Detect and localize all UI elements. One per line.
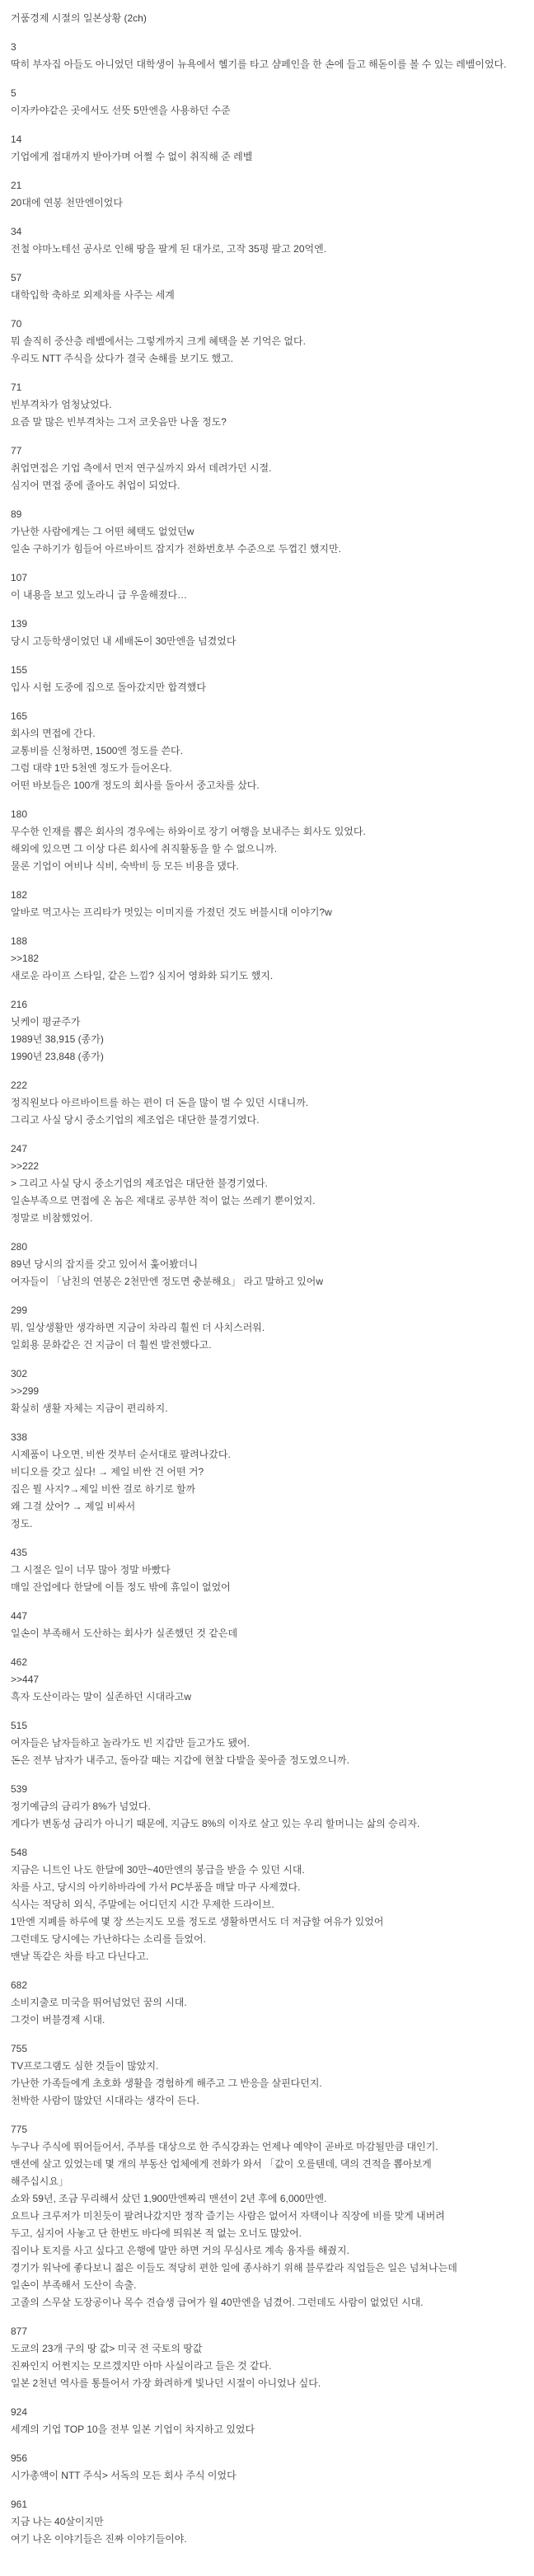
post-line: 해외에 있으면 그 이상 다른 회사에 취직활동을 할 수 없으니까. <box>11 843 278 855</box>
post-number: 71 <box>11 382 22 393</box>
post-line: >>222 <box>11 1160 40 1172</box>
post <box>11 933 527 985</box>
post-line: 시제품이 나오면, 비싼 것부터 순서대로 팔려나갔다. <box>11 1449 231 1460</box>
post-line: 지금 나는 40살이지만 <box>11 2516 104 2527</box>
post <box>11 887 527 921</box>
post-line: 누구나 주식에 뛰어들어서, 주부를 대상으로 한 주식강좌는 언제나 예약이 곧바로 마감될만큼 대인기. <box>11 2141 438 2152</box>
post-line: 해주십시요」 <box>11 2176 68 2187</box>
post <box>11 1781 527 1833</box>
post-line: 물론 기업이 여비나 식비, 숙박비 등 모든 비용을 댔다. <box>11 860 239 872</box>
post-line: 돈은 전부 남자가 내주고, 돌아갈 때는 지갑에 현찰 다발을 꽂아줄 정도였으니까. <box>11 1754 349 1766</box>
post <box>11 1544 527 1596</box>
post-number: 5 <box>11 87 16 99</box>
post-line: 닛케이 평균주가 <box>11 1016 81 1028</box>
post-line: 경기가 워낙에 좋다보니 젊은 이들도 적당히 편한 일에 종사하기 위해 블루칼라 직업들은 일은 넘쳐나는데 <box>11 2262 457 2274</box>
post <box>11 1717 527 1769</box>
post-line: 기업에게 접대까지 받아가며 어쩔 수 없이 취직해 준 레벨 <box>11 151 253 162</box>
post-number: 924 <box>11 2406 28 2418</box>
post-line: 정직원보다 아르바이트를 하는 편이 더 돈을 많이 벌 수 있던 시대니까. <box>11 1097 309 1108</box>
post-line: 흑자 도산이라는 말이 실존하던 시대라고w <box>11 1691 192 1703</box>
post-line: 여기 나온 이야기들은 진짜 이야기들이야. <box>11 2533 187 2545</box>
post-line: 우리도 NTT 주식을 샀다가 결국 손해를 보기도 했고. <box>11 353 234 364</box>
post-number: 165 <box>11 710 28 722</box>
post-number: 462 <box>11 1656 28 1668</box>
post-number: 515 <box>11 1720 28 1731</box>
post-line: 확실히 생활 자체는 지금이 편리하지. <box>11 1403 168 1414</box>
post-line: 그 시절은 일이 너무 많아 정말 바빴다 <box>11 1564 171 1576</box>
post-line: 두고, 심지어 사놓고 단 한번도 바다에 띄워본 적 없는 오너도 많았어. <box>11 2227 302 2239</box>
post <box>11 2404 527 2438</box>
post <box>11 1977 527 2029</box>
post-line: 지금은 니트인 나도 한달에 30만~40만엔의 봉급을 받을 수 있던 시대. <box>11 1864 305 1876</box>
post <box>11 443 527 494</box>
post-line: 천박한 사람이 많았던 시대라는 생각이 든다. <box>11 2095 199 2106</box>
post-line: 그것이 버블경제 시대. <box>11 2014 105 2026</box>
post-line: 맨날 똑같은 차를 타고 다닌다고. <box>11 1951 149 1962</box>
post-line: 전철 야마노테선 공사로 인해 땅을 팔게 된 대가로, 고작 35평 팔고 20억엔. <box>11 243 327 255</box>
post-line: 당시 고등학생이었던 내 세배돈이 30만엔을 넘겼었다 <box>11 635 237 647</box>
post-line: 딱히 부자집 아들도 아니었던 대학생이 뉴욕에서 헬기를 타고 샴페인을 한 손에 들고 해돋이를 볼 수 있는 레벨이었다. <box>11 59 507 70</box>
post-number: 435 <box>11 1547 28 1558</box>
post-number: 755 <box>11 2043 28 2054</box>
post-line: 가난한 사람에게는 그 어떤 혜택도 없었던w <box>11 526 194 537</box>
post-number: 21 <box>11 180 22 191</box>
post-number: 216 <box>11 999 28 1010</box>
post <box>11 1429 527 1533</box>
post-number: 302 <box>11 1368 28 1379</box>
post <box>11 316 527 368</box>
post-number: 682 <box>11 1979 28 1991</box>
post <box>11 379 527 431</box>
post-number: 180 <box>11 808 28 820</box>
post-line: 맨션에 살고 있었는데 몇 개의 부동산 업체에게 전화가 와서 「값이 오를텐데, 댁의 견적을 뽑아보게 <box>11 2158 432 2170</box>
post-line: >>182 <box>11 953 40 964</box>
post-line: 쇼와 59년, 조금 무리해서 샀던 1,900만엔짜리 맨션이 2년 후에 6,000만엔. <box>11 2193 327 2204</box>
post-line: 1990년 23,848 (종가) <box>11 1051 104 1062</box>
post-line: 그런데도 당시에는 가난하다는 소리를 들었어. <box>11 1933 206 1945</box>
post-line: 이자카야같은 곳에서도 선뜻 5만엔을 사용하던 수준 <box>11 105 231 116</box>
post <box>11 1239 527 1290</box>
post <box>11 1654 527 1706</box>
post-line: 뭐, 일상생활만 생각하면 지금이 차라리 훨씬 더 사치스러워. <box>11 1322 265 1333</box>
post-line: 일본 2천년 역사를 통틀어서 가장 화려하게 빛나던 시절이 아니었나 싶다. <box>11 2377 321 2389</box>
post-number: 539 <box>11 1783 28 1795</box>
post-line: 1989년 38,915 (종가) <box>11 1033 104 1045</box>
post-line: 도쿄의 23개 구의 땅 값> 미국 전 국토의 땅값 <box>11 2343 203 2354</box>
post-number: 877 <box>11 2325 28 2337</box>
post-line: 취업면접은 기업 측에서 먼저 연구실까지 와서 데려가던 시절. <box>11 462 272 474</box>
post <box>11 85 527 119</box>
post-number: 338 <box>11 1431 28 1443</box>
post-line: 시가총액이 NTT 주식> 서독의 모든 회사 주식 이었다 <box>11 2470 237 2481</box>
post-number: 182 <box>11 889 28 901</box>
post-number: 188 <box>11 935 28 947</box>
post <box>11 569 527 604</box>
post-number: 14 <box>11 133 22 145</box>
post-number: 961 <box>11 2499 28 2510</box>
post-line: 무수한 인재를 뽑은 회사의 경우에는 하와이로 장기 여행을 보내주는 회사도 있었다. <box>11 826 366 837</box>
post-line: 일회용 문화같은 건 지금이 더 훨씬 발전했다고. <box>11 1339 212 1351</box>
post-number: 280 <box>11 1241 28 1253</box>
post-line: 집은 뭘 사지?→제일 비싼 걸로 하기로 할까 <box>11 1483 196 1495</box>
post-line: 집이나 토지를 사고 싶다고 은행에 말만 하면 거의 무심사로 계속 융자를 해줬지. <box>11 2245 349 2256</box>
post-line: 어떤 바보들은 100개 정도의 회사를 돌아서 중고차를 샀다. <box>11 780 260 791</box>
post-line: 89년 당시의 잡지를 갖고 있어서 훑어봤더니 <box>11 1258 199 1270</box>
post <box>11 2496 527 2548</box>
post <box>11 1365 527 1417</box>
post <box>11 223 527 258</box>
post-number: 3 <box>11 41 16 53</box>
post-line: 세계의 기업 TOP 10을 전부 일본 기업이 차지하고 있었다 <box>11 2424 255 2435</box>
post-line: 정도. <box>11 1518 33 1529</box>
post-number: 548 <box>11 1847 28 1858</box>
post <box>11 506 527 558</box>
post-line: 20대에 연봉 천만엔이었다 <box>11 197 123 208</box>
post-line: 왜 그걸 샀어? → 제일 비싸서 <box>11 1501 136 1512</box>
post-number: 57 <box>11 272 22 283</box>
post <box>11 708 527 794</box>
post <box>11 1140 527 1227</box>
post <box>11 2450 527 2485</box>
post <box>11 1608 527 1642</box>
post-line: 대학입학 축하로 외제차를 사주는 세계 <box>11 289 175 301</box>
post-number: 70 <box>11 318 22 330</box>
post-line: 그럼 대략 1만 5천엔 정도가 들어온다. <box>11 762 172 774</box>
post-line: 회사의 면접에 간다. <box>11 728 96 739</box>
post <box>11 662 527 696</box>
post-line: 소비지출로 미국을 뛰어넘었던 꿈의 시대. <box>11 1997 187 2008</box>
post-number: 447 <box>11 1610 28 1622</box>
post-line: 일손이 부족해서 도산하는 회사가 실존했던 것 같은데 <box>11 1628 238 1639</box>
post <box>11 616 527 650</box>
post-number: 222 <box>11 1080 28 1091</box>
post <box>11 1077 527 1129</box>
post-line: 여자들이 「남친의 연봉은 2천만엔 정도면 충분해요」 라고 말하고 있어w <box>11 1276 323 1287</box>
post-line: 진짜인지 어쩐지는 모르겠지만 아마 사실이라고 들은 것 같다. <box>11 2360 272 2372</box>
post <box>11 1302 527 1354</box>
post-line: 일손 구하기가 힘들어 아르바이트 잡지가 전화번호부 수준으로 두껍긴 했지만. <box>11 543 341 555</box>
post-line: 가난한 가족들에게 초호화 생활을 경험하게 해주고 그 반응을 살핀다던지. <box>11 2077 322 2089</box>
post-number: 34 <box>11 226 22 237</box>
post <box>11 2121 527 2311</box>
post-number: 956 <box>11 2452 28 2464</box>
post-line: 1만엔 지폐를 하루에 몇 장 쓰는지도 모를 정도로 생활하면서도 더 저금할 여유가 있었어 <box>11 1916 384 1927</box>
post-number: 155 <box>11 664 28 676</box>
post-number: 77 <box>11 445 22 457</box>
post <box>11 2040 527 2110</box>
post-line: 일손부족으로 면접에 온 놈은 제대로 공부한 적이 없는 쓰레기 뿐이었지. <box>11 1195 316 1206</box>
post-number: 139 <box>11 618 28 630</box>
post-line: 그리고 사실 당시 중소기업의 제조업은 대단한 불경기였다. <box>11 1114 260 1126</box>
post-line: >>299 <box>11 1385 40 1397</box>
post-line: 이 내용을 보고 있노라니 급 우울해졌다… <box>11 589 188 601</box>
post-line: 비디오를 갖고 싶다! → 제일 비싼 건 어떤 거? <box>11 1466 204 1478</box>
post-line: >>447 <box>11 1674 40 1685</box>
post-line: 뭐 솔직히 중산층 레벨에서는 그렇게까지 크게 혜택을 본 기억은 없다. <box>11 335 306 347</box>
post-line: 요트나 크루저가 미친듯이 팔려나갔지만 정작 즐기는 사람은 없어서 자택이나 직장에 비를 맞게 내버려 <box>11 2210 445 2222</box>
post-line: 매일 잔업에다 한달에 이틀 정도 밖에 휴일이 없었어 <box>11 1581 231 1593</box>
post-line: 교통비를 신청하면, 1500엔 정도를 쓴다. <box>11 745 183 756</box>
post <box>11 131 527 166</box>
post-line: 여자들은 남자들하고 놀라가도 빈 지갑만 들고가도 됐어. <box>11 1737 250 1749</box>
post-line: 입사 시험 도중에 집으로 돌아갔지만 합격했다 <box>11 681 206 693</box>
post <box>11 269 527 304</box>
post-line: 새로운 라이프 스타일, 같은 느낌? 심지어 영화화 되기도 했지. <box>11 970 274 981</box>
post <box>11 996 527 1066</box>
post <box>11 2323 527 2392</box>
post <box>11 806 527 875</box>
post-line: 요즘 말 많은 빈부격차는 그저 코웃음만 나올 정도? <box>11 416 227 428</box>
post-line: 고졸의 스무살 도장공이나 목수 견습생 급여가 월 40만엔을 넘겼어. 그런데도 사람이 없었던 시대. <box>11 2297 424 2308</box>
thread-title: 거품경제 시절의 일본상황 (2ch) <box>11 12 147 24</box>
post-line: 식사는 적당히 외식, 주말에는 어디던지 시간 무제한 드라이브. <box>11 1899 274 1910</box>
post-line: TV프로그램도 심한 것들이 많았지. <box>11 2060 159 2072</box>
post-line: 정기예금의 금리가 8%가 넘었다. <box>11 1801 151 1812</box>
post-list <box>11 39 527 2548</box>
post <box>11 39 527 73</box>
post-number: 247 <box>11 1143 28 1155</box>
post-number: 775 <box>11 2124 28 2135</box>
post-line: 정말로 비참했었어. <box>11 1212 93 1224</box>
post <box>11 1844 527 1965</box>
post-line: 차를 사고, 당시의 아키하바라에 가서 PC부품을 매달 마구 사제꼈다. <box>11 1881 301 1893</box>
post-number: 299 <box>11 1304 28 1316</box>
post-line: 게다가 변동성 금리가 아니기 때문에, 지금도 8%의 이자로 살고 있는 우리 할머니는 삶의 승리자. <box>11 1818 420 1829</box>
post-line: > 그리고 사실 당시 중소기업의 제조업은 대단한 불경기였다. <box>11 1178 268 1189</box>
post-line: 빈부격차가 엄청났었다. <box>11 399 112 410</box>
post-line: 일손이 부족해서 도산이 속출. <box>11 2279 137 2291</box>
post <box>11 177 527 212</box>
post-number: 89 <box>11 508 22 520</box>
post-number: 107 <box>11 572 28 583</box>
post-line: 심지어 면접 중에 졸아도 취업이 되었다. <box>11 480 180 491</box>
post-line: 알바로 먹고사는 프리타가 멋있는 이미지를 가졌던 것도 버블시대 이야기?w <box>11 906 332 918</box>
